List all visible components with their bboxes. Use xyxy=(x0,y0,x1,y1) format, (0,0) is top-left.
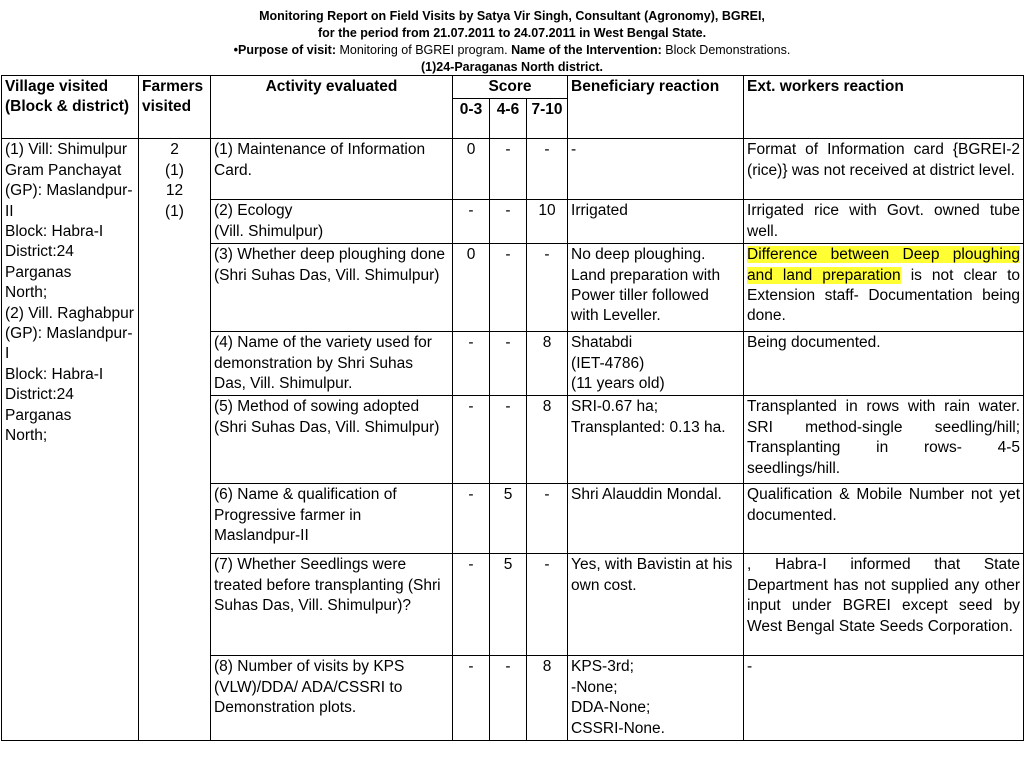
header-activity: Activity evaluated xyxy=(211,76,453,139)
ext-reaction-text: Qualification & Mobile Number not yet documented. xyxy=(747,486,1021,524)
beneficiary-cell: KPS-3rd; -None; DDA-None; CSSRI-None. xyxy=(568,656,744,741)
score-7-10-cell: 8 xyxy=(527,332,568,396)
header-village: Village visited (Block & district) xyxy=(2,76,139,139)
highlighted-text: Difference between Deep ploughing and land preparation xyxy=(747,246,1021,284)
score-7-10-cell: 10 xyxy=(527,200,568,244)
beneficiary-cell: SRI-0.67 ha; Transplanted: 0.13 ha. xyxy=(568,396,744,484)
beneficiary-cell: No deep ploughing. Land preparation with Power tiller followed with Leveller. xyxy=(568,244,744,332)
ext-reaction-cell xyxy=(744,139,1024,200)
report-table xyxy=(1,75,1024,741)
intervention-label: Name of the Intervention: xyxy=(511,43,662,57)
score-4-6-cell: - xyxy=(490,656,527,741)
report-period: for the period from 21.07.2011 to 24.07.2011 in West Bengal State. xyxy=(317,26,707,40)
score-4-6-cell: - xyxy=(490,396,527,484)
score-0-3-cell: - xyxy=(453,656,490,741)
ext-reaction-cell xyxy=(744,200,1024,244)
score-4-6-cell: - xyxy=(490,200,527,244)
ext-reaction-text: - xyxy=(747,658,753,676)
activity-cell: (4) Name of the variety used for demonstration by Shri Suhas Das, Vill. Shimulpur. xyxy=(211,332,453,396)
score-0-3-cell: 0 xyxy=(453,139,490,200)
score-7-10-cell: 8 xyxy=(527,396,568,484)
ext-reaction-text: is not clear to Extension staff- Documentation being done. xyxy=(747,266,1021,325)
score-0-3-cell: - xyxy=(453,332,490,396)
header-ext: Ext. workers reaction xyxy=(744,76,1024,139)
activity-cell: (5) Method of sowing adopted (Shri Suhas Das, Vill. Shimulpur) xyxy=(211,396,453,484)
ext-reaction-cell xyxy=(744,396,1024,484)
header-score-4-6: 4-6 xyxy=(490,99,527,139)
purpose-value: Monitoring of BGREI program. xyxy=(335,43,512,57)
activity-cell: (6) Name & qualification of Progressive farmer in Maslandpur-II xyxy=(211,484,453,554)
report-title: Monitoring Report on Field Visits by Satya Vir Singh, Consultant (Agronomy), BGREI, xyxy=(259,9,765,23)
ext-reaction-cell xyxy=(744,244,1024,332)
header-farmers: Farmers visited xyxy=(139,76,211,139)
intervention-value: Block Demonstrations. xyxy=(661,43,791,57)
beneficiary-cell: Yes, with Bavistin at his own cost. xyxy=(568,554,744,656)
header-score-7-10: 7-10 xyxy=(527,99,568,139)
purpose-label: •Purpose of visit: xyxy=(233,43,336,57)
score-0-3-cell: - xyxy=(453,200,490,244)
report-table-wrap xyxy=(1,75,1023,741)
score-7-10-cell: 8 xyxy=(527,656,568,741)
beneficiary-cell: - xyxy=(568,139,744,200)
score-4-6-cell: - xyxy=(490,139,527,200)
score-7-10-cell: - xyxy=(527,139,568,200)
activity-cell: (2) Ecology (Vill. Shimulpur) xyxy=(211,200,453,244)
activity-cell: (3) Whether deep ploughing done (Shri Suhas Das, Vill. Shimulpur) xyxy=(211,244,453,332)
table-row xyxy=(2,139,1024,200)
ext-reaction-text: Being documented. xyxy=(747,334,881,352)
score-7-10-cell: - xyxy=(527,484,568,554)
score-0-3-cell: - xyxy=(453,484,490,554)
header-score-0-3: 0-3 xyxy=(453,99,490,139)
ext-reaction-cell xyxy=(744,332,1024,396)
score-0-3-cell: 0 xyxy=(453,244,490,332)
report-header xyxy=(0,8,1024,76)
score-4-6-cell: - xyxy=(490,332,527,396)
score-7-10-cell: - xyxy=(527,244,568,332)
score-4-6-cell: - xyxy=(490,244,527,332)
beneficiary-cell: Shri Alauddin Mondal. xyxy=(568,484,744,554)
ext-reaction-cell xyxy=(744,554,1024,656)
score-4-6-cell: 5 xyxy=(490,484,527,554)
header-score: Score xyxy=(453,76,568,99)
report-district: (1)24-Paraganas North district. xyxy=(421,60,603,74)
ext-reaction-text: Irrigated rice with Govt. owned tube well. xyxy=(747,202,1021,240)
beneficiary-cell: Irrigated xyxy=(568,200,744,244)
activity-cell: (1) Maintenance of Information Card. xyxy=(211,139,453,200)
score-0-3-cell: - xyxy=(453,554,490,656)
ext-reaction-text: Format of Information card {BGREI-2 (rice)} was not received at district level. xyxy=(747,141,1021,179)
farmers-cell: 2 (1) 12 (1) xyxy=(139,139,211,741)
ext-reaction-text: , Habra-I informed that State Department has not supplied any other input under BGREI except seed by West Bengal State Seeds Corporation. xyxy=(747,556,1021,635)
header-beneficiary: Beneficiary reaction xyxy=(568,76,744,139)
report-table-body xyxy=(2,139,1024,741)
ext-reaction-cell xyxy=(744,484,1024,554)
ext-reaction-cell xyxy=(744,656,1024,741)
activity-cell: (7) Whether Seedlings were treated before transplanting (Shri Suhas Das, Vill. Shimulpur)? xyxy=(211,554,453,656)
report-purpose-line xyxy=(0,42,1024,59)
beneficiary-cell: Shatabdi (IET-4786) (11 years old) xyxy=(568,332,744,396)
village-cell: (1) Vill: Shimulpur Gram Panchayat (GP): Maslandpur-II Block: Habra-I District:24 Parganas North; (2) Vill. Raghabpur (GP): Maslandpur-I Block: Habra-I District:24 Parganas North; xyxy=(2,139,139,741)
score-4-6-cell: 5 xyxy=(490,554,527,656)
score-7-10-cell: - xyxy=(527,554,568,656)
ext-reaction-text: Transplanted in rows with rain water. SRI method-single seedling/hill; Transplanting in rows- 4-5 seedlings/hill. xyxy=(747,398,1021,477)
activity-cell: (8) Number of visits by KPS (VLW)/DDA/ ADA/CSSRI to Demonstration plots. xyxy=(211,656,453,741)
score-0-3-cell: - xyxy=(453,396,490,484)
